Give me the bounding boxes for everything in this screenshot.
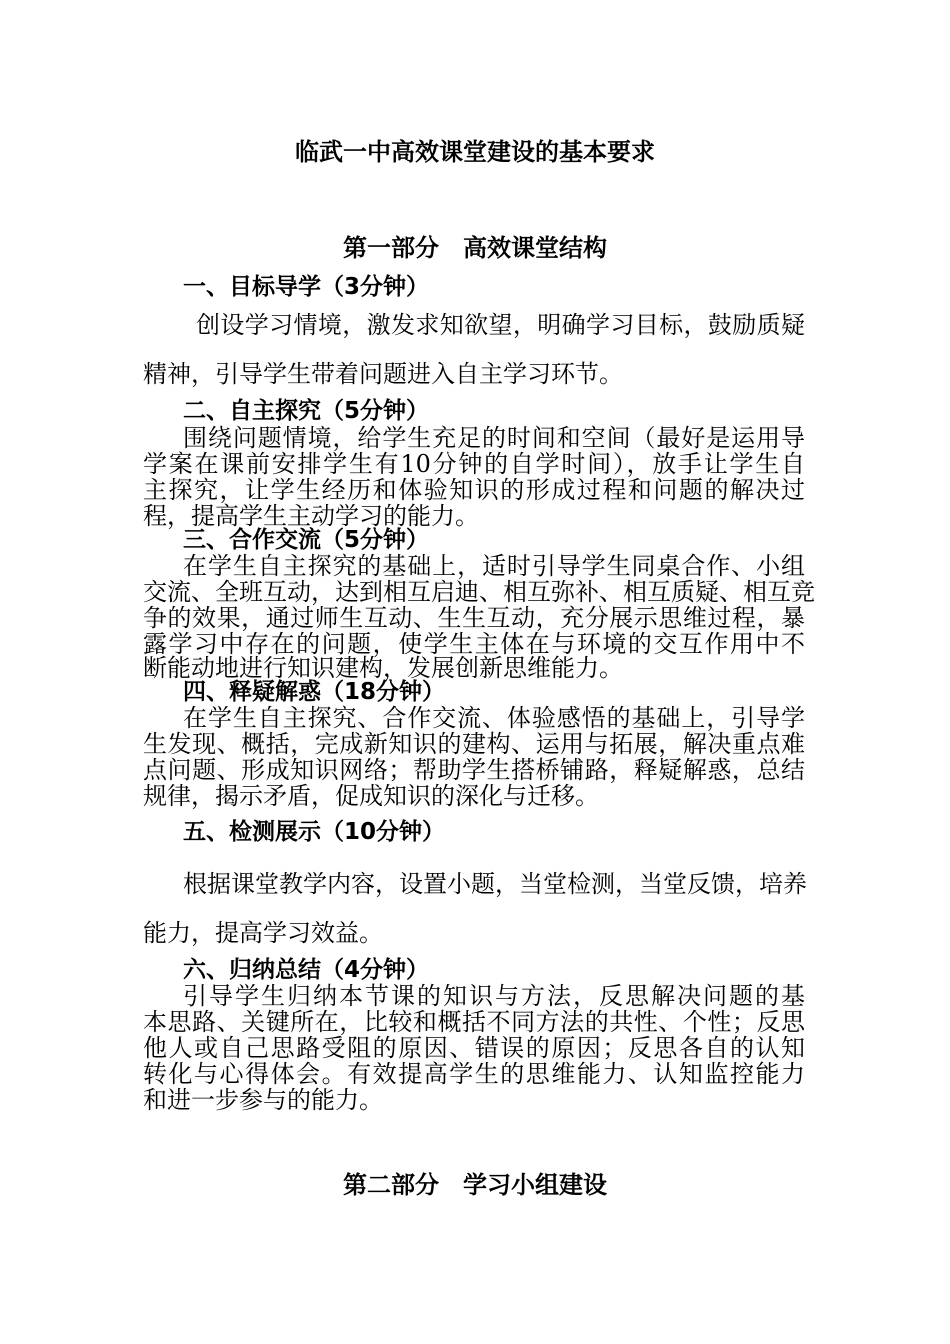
section-heading: 六、归纳总结（4分钟） <box>183 957 430 983</box>
part1-heading: 第一部分 高效课堂结构 <box>343 234 607 262</box>
paragraph-line: 交流、全班互动，达到相互启迪、相互弥补、相互质疑、相互竞 <box>143 578 815 606</box>
paragraph-line: 本思路、关键所在，比较和概括不同方法的共性、个性；反思 <box>143 1008 805 1036</box>
document-title: 临武一中高效课堂建设的基本要求 <box>295 138 655 166</box>
section-heading: 二、自主探究（5分钟） <box>183 398 430 424</box>
paragraph-line: 点问题、形成知识网络；帮助学生搭桥铺路，释疑解惑，总结 <box>143 756 805 784</box>
paragraph-line: 引导学生归纳本节课的知识与方法，反思解决问题的基 <box>183 982 805 1010</box>
paragraph-line: 主探究，让学生经历和体验知识的形成过程和问题的解决过 <box>143 476 805 504</box>
paragraph-line: 能力，提高学习效益。 <box>143 919 383 947</box>
paragraph-line: 学案在课前安排学生有10分钟的自学时间），放手让学生自 <box>143 450 805 478</box>
paragraph-line: 精神，引导学生带着问题进入自主学习环节。 <box>143 360 623 388</box>
paragraph-line: 和进一步参与的能力。 <box>143 1086 383 1114</box>
paragraph-line: 程，提高学生主动学习的能力。 <box>143 502 479 530</box>
section-heading: 三、合作交流（5分钟） <box>183 527 430 553</box>
paragraph-line: 创设学习情境，激发求知欲望，明确学习目标，鼓励质疑 <box>196 311 805 339</box>
paragraph-line: 在学生自主探究、合作交流、体验感悟的基础上，引导学 <box>183 704 805 732</box>
paragraph-line: 转化与心得体会。有效提高学生的思维能力、认知监控能力 <box>143 1060 805 1088</box>
paragraph-line: 生发现、概括，完成新知识的建构、运用与拓展，解决重点难 <box>143 730 805 758</box>
section-heading: 五、检测展示（10分钟） <box>183 819 446 845</box>
paragraph-line: 根据课堂教学内容，设置小题，当堂检测，当堂反馈，培养 <box>183 870 807 898</box>
paragraph-line: 规律，揭示矛盾，促成知识的深化与迁移。 <box>143 782 599 810</box>
paragraph-line: 露学习中存在的问题，使学生主体在与环境的交互作用中不 <box>143 630 805 658</box>
paragraph-line: 围绕问题情境，给学生充足的时间和空间（最好是运用导 <box>183 424 805 452</box>
paragraph-line: 他人或自己思路受阻的原因、错误的原因；反思各自的认知 <box>143 1034 805 1062</box>
section-heading: 一、目标导学（3分钟） <box>183 274 430 300</box>
paragraph-line: 争的效果，通过师生互动、生生互动，充分展示思维过程，暴 <box>143 604 805 632</box>
part2-heading: 第二部分 学习小组建设 <box>343 1171 607 1199</box>
paragraph-line: 在学生自主探究的基础上，适时引导学生同桌合作、小组 <box>183 552 805 580</box>
paragraph-line: 断能动地进行知识建构，发展创新思维能力。 <box>143 654 623 682</box>
section-heading: 四、释疑解惑（18分钟） <box>183 679 446 705</box>
